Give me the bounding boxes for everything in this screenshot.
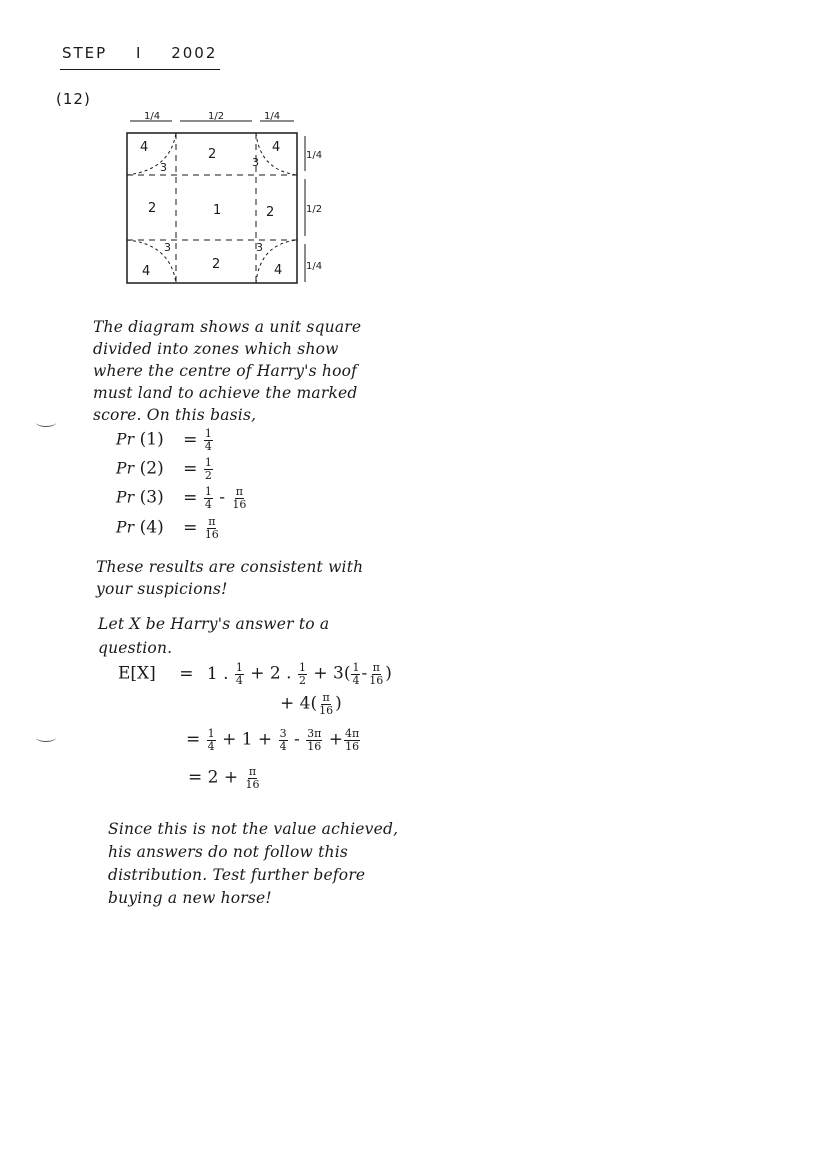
- header-title: STEP: [62, 44, 108, 62]
- paragraph-description: [93, 316, 361, 426]
- expectation-line-1: E[X] = 1 . $\frac{1}{4}$ + 2 . $\frac{1}{2}$ + 3( $\frac{1}{4}$ - $\frac{\pi}{16}$ ): [118, 661, 392, 687]
- paragraph-conclusion: [108, 818, 398, 910]
- fraction: $\frac{1}{2}$: [298, 661, 306, 687]
- zone-4-bl: 4: [142, 264, 151, 279]
- expectation-line-3: = $\frac{1}{4}$ + 1 + $\frac{3}{4}$ - $\frac{3\pi}{16}$ + $\frac{4\pi}{16}$: [186, 727, 360, 753]
- fraction: $\frac{\pi}{16}$: [232, 485, 247, 511]
- text-line: where the centre of Harry's hoof: [93, 362, 358, 380]
- fraction: $\frac{\pi}{16}$: [245, 765, 260, 791]
- top-dim-1: 1/4: [144, 111, 161, 122]
- zone-4-br: 4: [274, 263, 283, 278]
- top-dim-3: 1/4: [264, 111, 281, 122]
- top-dim-2: 1/2: [208, 111, 225, 122]
- zone-2-top: 2: [208, 147, 217, 162]
- prob-4-row: Pr (4) = $\frac{\pi}{16}$: [116, 515, 219, 541]
- text-line: Since this is not the value achieved,: [108, 820, 399, 838]
- fraction: $\frac{1}{4}$: [235, 661, 243, 687]
- zone-4-tr: 4: [272, 140, 281, 155]
- header-underline: [60, 69, 220, 70]
- side-dim-2: 1/2: [306, 204, 323, 215]
- header-paper: I: [136, 44, 143, 62]
- zone-3-br: 3: [256, 241, 263, 254]
- text-line: score. On this basis,: [93, 406, 257, 424]
- fraction: $\frac{1}{4}$: [204, 485, 212, 511]
- text-line: his answers do not follow this: [108, 843, 349, 861]
- fraction: $\frac{4\pi}{16}$: [345, 727, 360, 753]
- text-line: must land to achieve the marked: [93, 384, 358, 402]
- fraction: $\frac{\pi}{16}$: [369, 661, 384, 687]
- zone-3-bl: 3: [164, 241, 171, 254]
- zone-4-tl: 4: [140, 140, 149, 155]
- text-line: divided into zones which show: [93, 340, 339, 358]
- zone-3-tr: 3: [252, 156, 259, 169]
- fraction: $\frac{1}{4}$: [207, 727, 215, 753]
- fraction: $\frac{\pi}{16}$: [319, 691, 334, 717]
- paragraph-definition: [98, 612, 329, 660]
- punch-mark: [36, 733, 56, 742]
- fraction: $\frac{3\pi}{16}$: [307, 727, 322, 753]
- arc-top-left: [127, 133, 176, 175]
- text-line: These results are consistent with: [96, 558, 364, 576]
- prob-2-row: Pr (2) = $\frac{1}{2}$: [116, 456, 212, 482]
- fraction: $\frac{\pi}{16}$: [204, 515, 219, 541]
- text-line: question.: [98, 639, 173, 657]
- fraction: $\frac{1}{4}$: [204, 427, 212, 453]
- prob-3-row: Pr (3) = $\frac{1}{4}$ - $\frac{\pi}{16}$: [116, 485, 247, 511]
- side-dim-3: 1/4: [306, 261, 323, 272]
- text-line: your suspicions!: [96, 580, 228, 598]
- fraction: $\frac{1}{4}$: [352, 661, 360, 687]
- zone-2-left: 2: [148, 201, 157, 216]
- expectation-line-2: + 4( $\frac{\pi}{16}$ ): [280, 691, 342, 717]
- zone-3-tl: 3: [160, 161, 167, 174]
- fraction: $\frac{3}{4}$: [279, 727, 287, 753]
- text-line: buying a new horse!: [108, 889, 272, 907]
- header-year: 2002: [171, 44, 218, 62]
- zone-diagram: [110, 108, 330, 293]
- page-header: [62, 44, 217, 62]
- paragraph-consistency: [96, 556, 363, 600]
- text-line: distribution. Test further before: [108, 866, 366, 884]
- text-line: The diagram shows a unit square: [93, 318, 362, 336]
- zone-1-centre: 1: [213, 203, 222, 218]
- zone-2-right: 2: [266, 205, 275, 220]
- expectation-line-4: = 2 + $\frac{\pi}{16}$: [188, 765, 260, 791]
- text-line: Let X be Harry's answer to a: [98, 615, 330, 633]
- question-number: (12): [56, 90, 91, 108]
- fraction: $\frac{1}{2}$: [204, 456, 212, 482]
- punch-mark: [36, 418, 56, 427]
- zone-2-bottom: 2: [212, 257, 221, 272]
- side-dim-1: 1/4: [306, 150, 323, 161]
- prob-1-row: Pr (1) = $\frac{1}{4}$: [116, 427, 212, 453]
